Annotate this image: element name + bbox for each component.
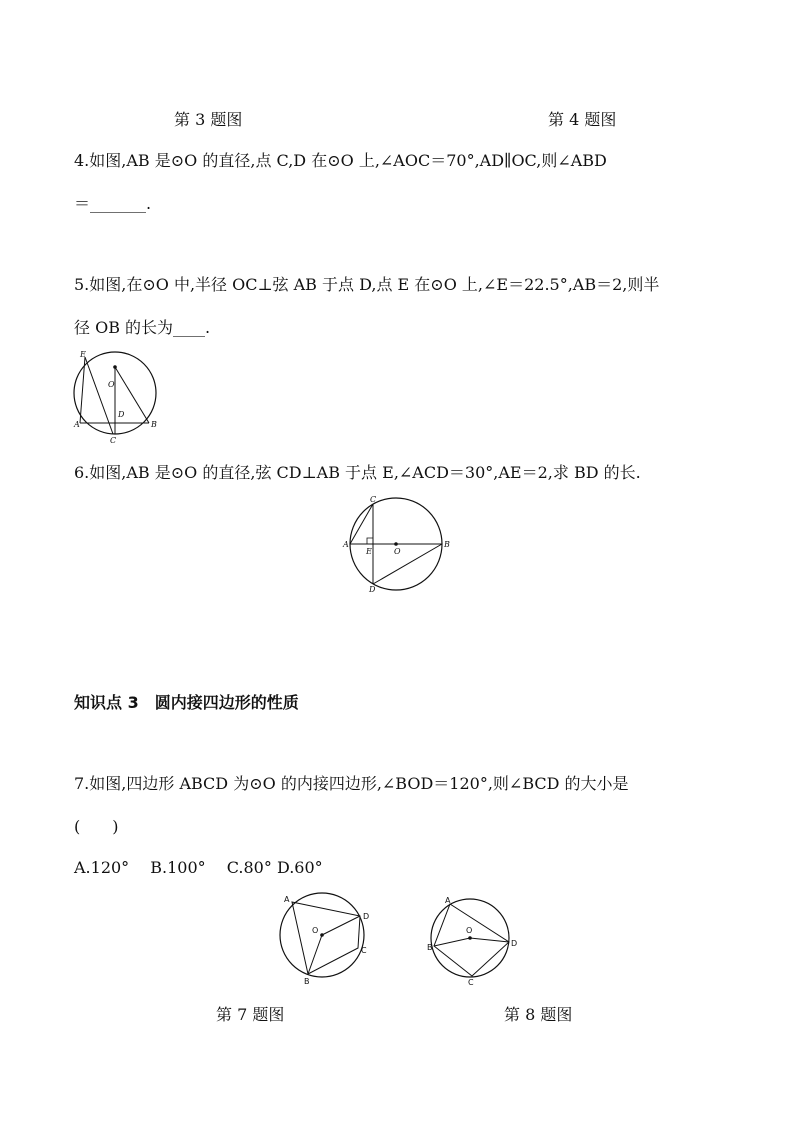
fig7-quadrilateral-abcd bbox=[292, 902, 360, 974]
q5-label-o: O bbox=[108, 380, 115, 389]
fig8-label-b: B bbox=[427, 943, 433, 952]
question-4-text: 4.如图,AB 是⊙O 的直径,点 C,D 在⊙O 上,∠AOC＝70°,AD∥OC,则∠ABD bbox=[74, 151, 607, 170]
q5-label-c: C bbox=[110, 436, 117, 445]
q5-label-a: A bbox=[74, 420, 80, 429]
question-5-diagram bbox=[70, 345, 165, 445]
question-6-text: 6.如图,AB 是⊙O 的直径,弦 CD⊥AB 于点 E,∠ACD＝30°,AE＝2,求 BD 的长. bbox=[74, 463, 641, 482]
q6-segment-bd bbox=[373, 544, 442, 584]
fig7-label-b: B bbox=[304, 977, 310, 986]
fig8-label-c: C bbox=[468, 978, 474, 987]
q5-segment-ec bbox=[85, 357, 113, 434]
fig7-label-o: O bbox=[312, 926, 319, 935]
question-5-answer-blank: 径 OB 的长为____. bbox=[74, 318, 211, 337]
fig7-label-d: D bbox=[363, 912, 370, 921]
figure-8-diagram bbox=[422, 892, 522, 987]
figure-7-diagram bbox=[278, 890, 378, 990]
caption-figure-3: 第 3 题图 bbox=[174, 110, 243, 129]
caption-figure-4: 第 4 题图 bbox=[548, 110, 617, 129]
q5-center-dot bbox=[113, 365, 117, 369]
caption-figure-8: 第 8 题图 bbox=[504, 1005, 573, 1024]
fig7-radius-od bbox=[322, 916, 360, 935]
question-7-answer-parens: ( ) bbox=[74, 817, 119, 836]
q6-label-o: O bbox=[394, 547, 401, 556]
fig8-label-a: A bbox=[445, 896, 451, 905]
q5-segment-ea bbox=[80, 357, 85, 423]
fig7-center-dot bbox=[320, 933, 324, 937]
q6-label-a: A bbox=[343, 540, 349, 549]
q6-label-c: C bbox=[370, 495, 377, 504]
fig8-center-dot bbox=[468, 936, 472, 940]
question-7-text: 7.如图,四边形 ABCD 为⊙O 的内接四边形,∠BOD＝120°,则∠BCD 的大小是 bbox=[74, 774, 629, 793]
q6-right-angle-mark bbox=[367, 538, 373, 544]
question-6-diagram bbox=[340, 492, 460, 594]
question-5-text: 5.如图,在⊙O 中,半径 OC⊥弦 AB 于点 D,点 E 在⊙O 上,∠E＝22.5°,AB＝2,则半 bbox=[74, 275, 660, 294]
fig8-label-o: O bbox=[466, 926, 473, 935]
caption-figure-7: 第 7 题图 bbox=[216, 1005, 285, 1024]
fig7-label-c: C bbox=[361, 946, 367, 955]
q5-label-b: B bbox=[151, 420, 157, 429]
question-7-options: A.120° B.100° C.80° D.60° bbox=[74, 858, 323, 877]
section-3-heading: 知识点 3 圆内接四边形的性质 bbox=[74, 693, 299, 712]
q6-label-b: B bbox=[444, 540, 450, 549]
question-4-answer-blank: ＝_______. bbox=[74, 194, 152, 213]
fig7-label-a: A bbox=[284, 895, 290, 904]
q6-center-dot bbox=[394, 542, 398, 546]
q6-label-e: E bbox=[366, 547, 372, 556]
q5-label-e: E bbox=[80, 350, 86, 359]
fig8-radius-ob bbox=[434, 938, 470, 946]
fig8-label-d: D bbox=[511, 939, 518, 948]
q5-label-d: D bbox=[118, 410, 125, 419]
q6-label-d: D bbox=[369, 585, 376, 594]
